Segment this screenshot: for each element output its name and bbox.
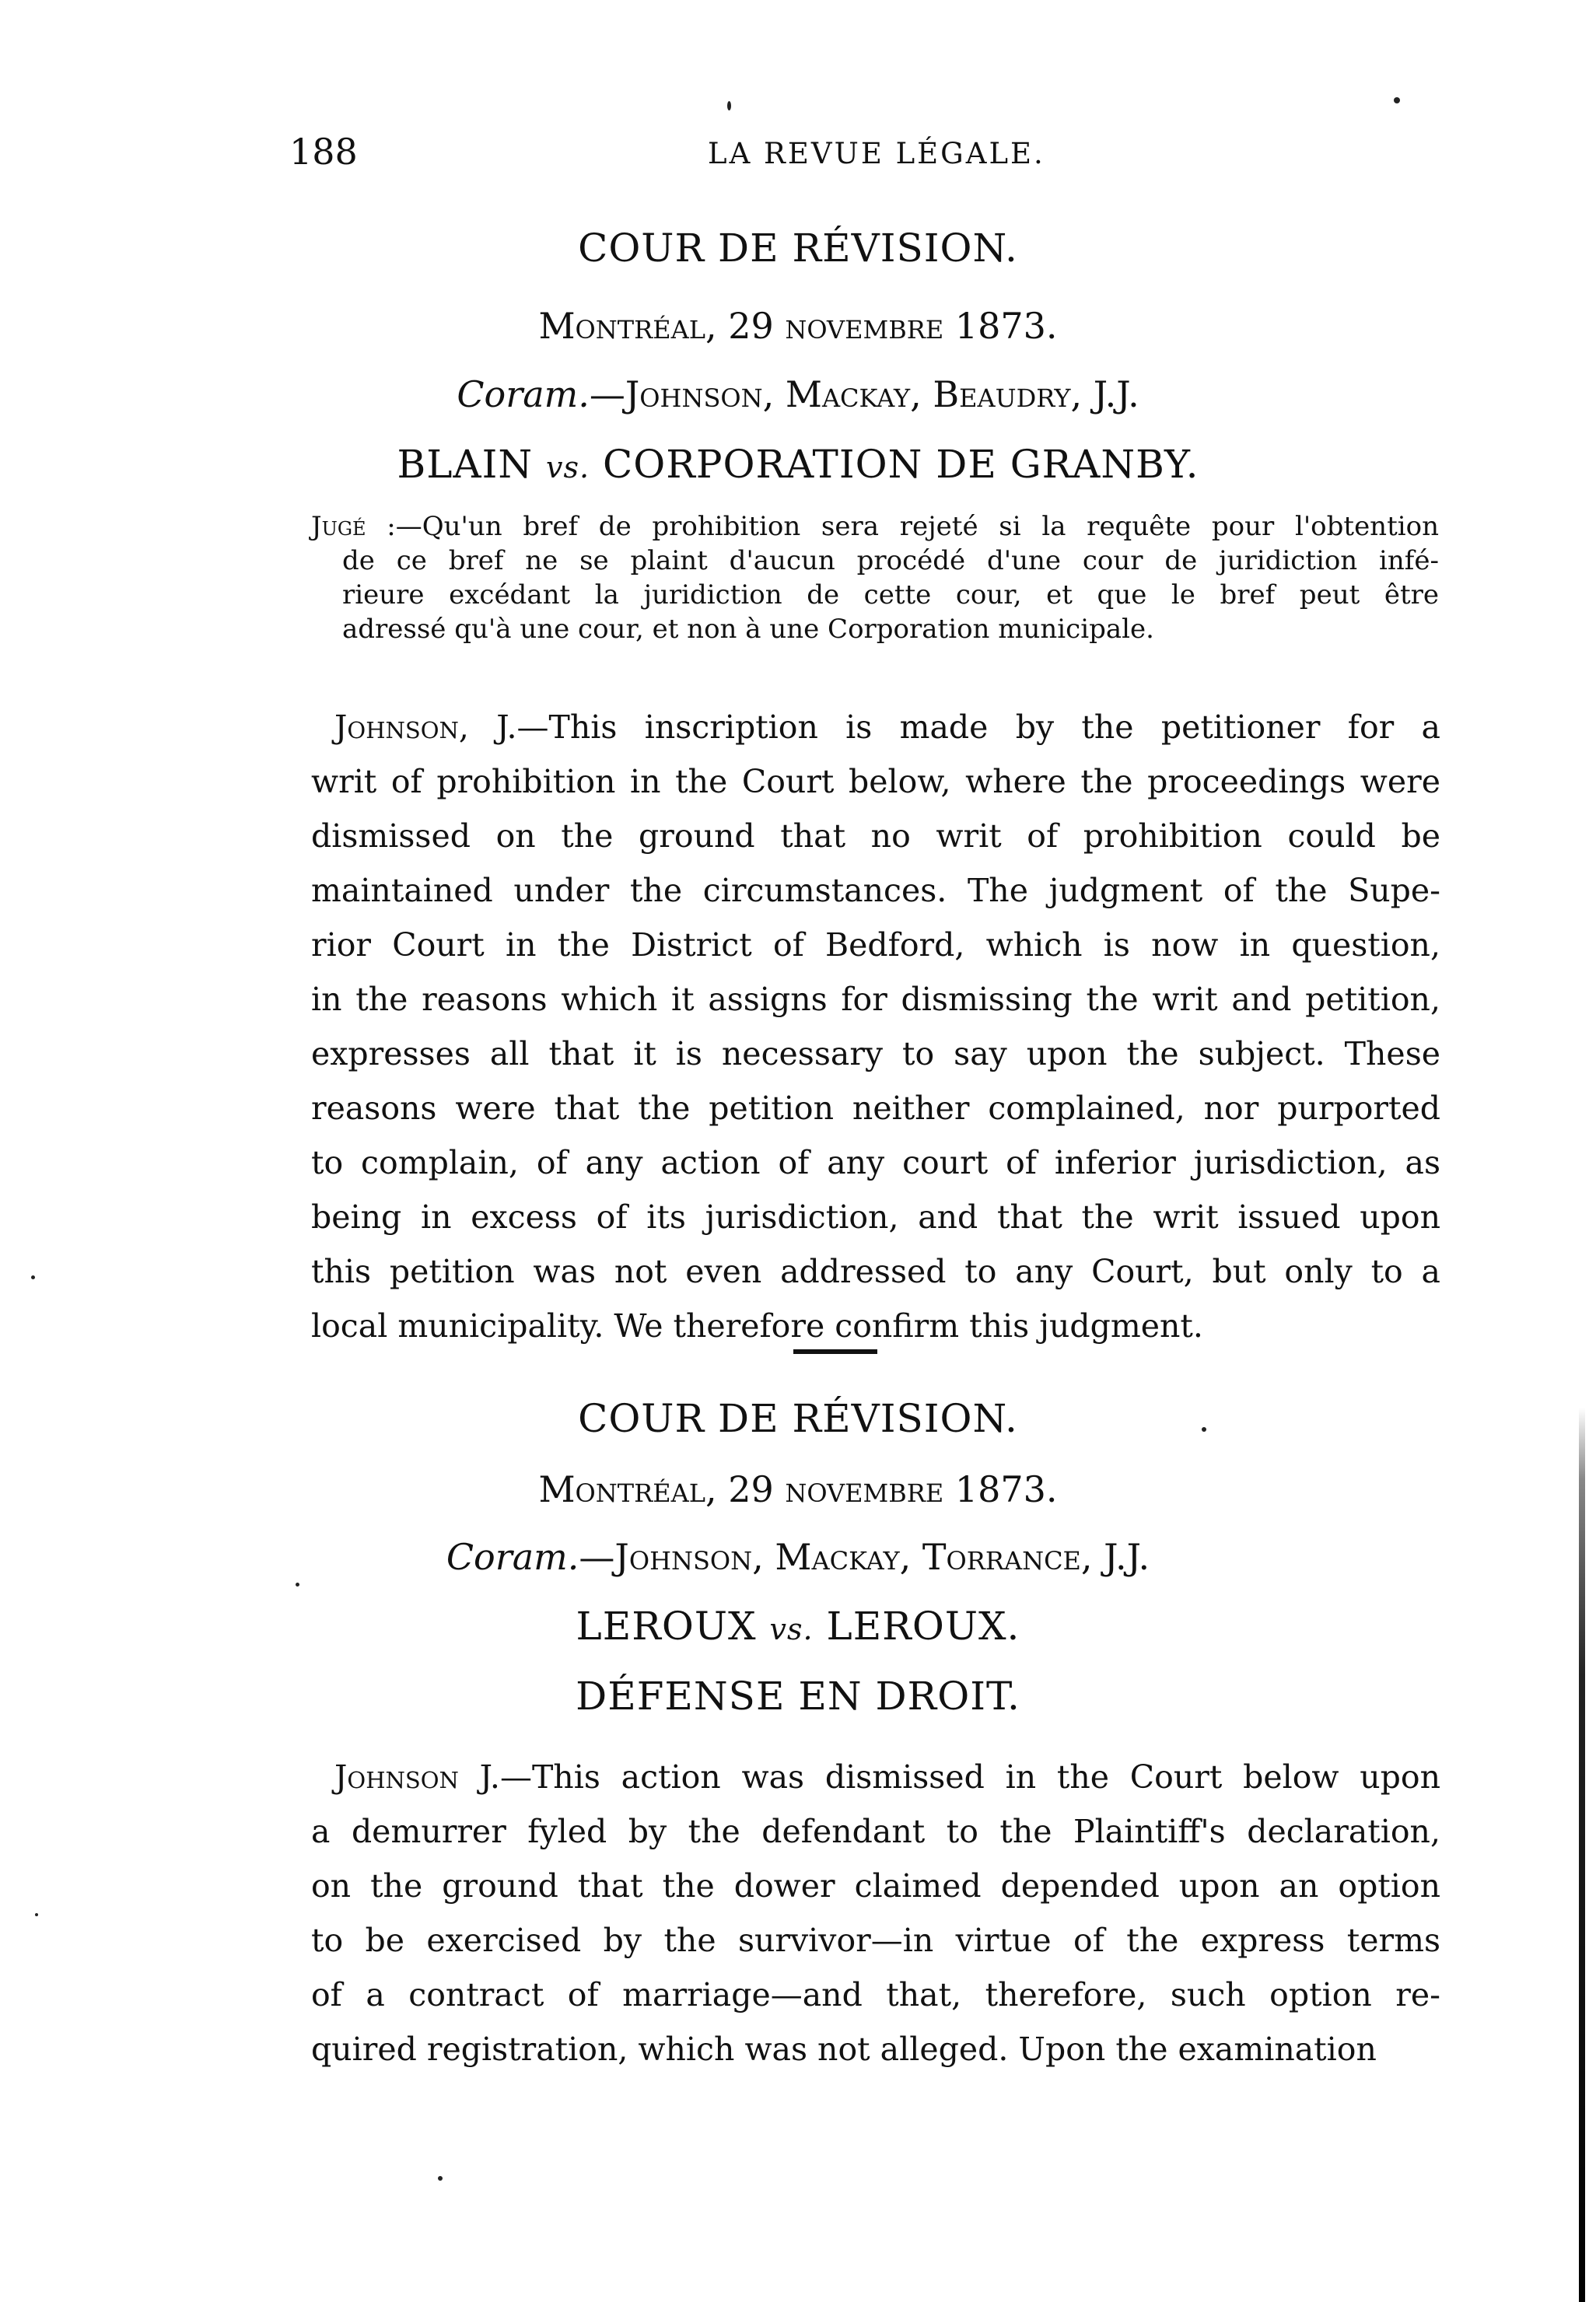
opinion-line: to complain, of any action of any court of inferior jurisdiction, as: [311, 1144, 1440, 1181]
case-summary-1: [311, 509, 1439, 646]
coram-label-2: Coram.: [446, 1536, 579, 1578]
running-title: LA REVUE LÉGALE.: [708, 137, 1045, 170]
court-heading-2: COUR DE RÉVISION.: [578, 1396, 1018, 1441]
coram-2: [0, 1536, 1596, 1578]
versus-1: vs.: [545, 450, 590, 485]
place-date-1: Montréal, 29 novembre 1873.: [538, 305, 1058, 347]
opinion-line: local municipality. We therefore confirm this judgment.: [311, 1307, 1203, 1345]
party-left-2: LEROUX: [576, 1604, 757, 1649]
opinion-line: to be exercised by the survivor—in virtue of the express terms: [311, 1922, 1440, 1959]
coram-label-1: Coram.: [457, 373, 590, 415]
coram-1: [0, 373, 1596, 415]
scan-speck: [438, 2176, 443, 2181]
opinion-line: Johnson, J.—This inscription is made by the petitioner for a: [334, 708, 1440, 746]
case-title-2: [0, 1604, 1596, 1649]
scan-speck: [1394, 97, 1400, 103]
opinion-line: dismissed on the ground that no writ of prohibition could be: [311, 817, 1440, 855]
opinion-line: maintained under the circumstances. The judgment of the Supe-: [311, 872, 1440, 909]
summary-line: Jugé :—Qu'un bref de prohibition sera rejeté si la requête pour l'obtention: [311, 511, 1439, 542]
opinion-line: writ of prohibition in the Court below, where the proceedings were: [311, 763, 1440, 800]
versus-2: vs.: [769, 1612, 814, 1646]
case-title-1: [0, 442, 1596, 487]
judge-name-1: Johnson: [334, 708, 459, 746]
scan-speck: [727, 101, 731, 110]
opinion-line: a demurrer fyled by the defendant to the Plaintiff's declaration,: [311, 1813, 1440, 1850]
party-right-1: CORPORATION DE GRANBY.: [602, 442, 1199, 487]
place-date-2: Montréal, 29 novembre 1873.: [538, 1468, 1058, 1510]
scan-edge-shadow: [1579, 1408, 1585, 2302]
opinion-1: [311, 700, 1440, 1353]
opinion-line: being in excess of its jurisdiction, and that the writ issued upon: [311, 1198, 1440, 1236]
opinion-line: Johnson J.—This action was dismissed in the Court below upon: [334, 1758, 1440, 1796]
opinion-line: quired registration, which was not alleged. Upon the examination: [311, 2031, 1377, 2068]
opinion-2: [311, 1750, 1440, 2076]
summary-line: adressé qu'à une cour, et non à une Corporation municipale.: [342, 614, 1154, 645]
summary-line: rieure excédant la juridiction de cette cour, et que le bref peut être: [342, 579, 1439, 610]
scan-speck: [296, 1583, 299, 1587]
section-divider: [793, 1349, 877, 1354]
summary-label: Jugé: [311, 511, 366, 542]
opinion-line: reasons were that the petition neither complained, nor purported: [311, 1090, 1440, 1127]
coram-judges-2: —Johnson, Mackay, Torrance, J.J.: [579, 1536, 1150, 1578]
judge-name-2: Johnson: [334, 1758, 459, 1796]
court-heading-1: COUR DE RÉVISION.: [578, 226, 1018, 271]
party-right-2: LEROUX.: [826, 1604, 1020, 1649]
opinion-line: this petition was not even addressed to any Court, but only to a: [311, 1253, 1440, 1290]
opinion-line: rior Court in the District of Bedford, which is now in question,: [311, 926, 1440, 964]
subject-heading-2: DÉFENSE EN DROIT.: [576, 1674, 1020, 1719]
coram-judges-1: —Johnson, Mackay, Beaudry, J.J.: [589, 373, 1139, 415]
scan-speck: [1202, 1427, 1206, 1432]
page-number: 188: [289, 131, 358, 173]
party-left-1: BLAIN: [397, 442, 534, 487]
opinion-line: of a contract of marriage—and that, therefore, such option re-: [311, 1976, 1440, 2013]
scan-speck: [35, 1913, 38, 1916]
opinion-line: on the ground that the dower claimed depended upon an option: [311, 1867, 1440, 1905]
opinion-line: expresses all that it is necessary to say upon the subject. These: [311, 1035, 1440, 1072]
scan-speck: [31, 1275, 35, 1279]
summary-line: de ce bref ne se plaint d'aucun procédé d'une cour de juridiction infé-: [342, 545, 1439, 576]
opinion-line: in the reasons which it assigns for dismissing the writ and petition,: [311, 981, 1440, 1018]
